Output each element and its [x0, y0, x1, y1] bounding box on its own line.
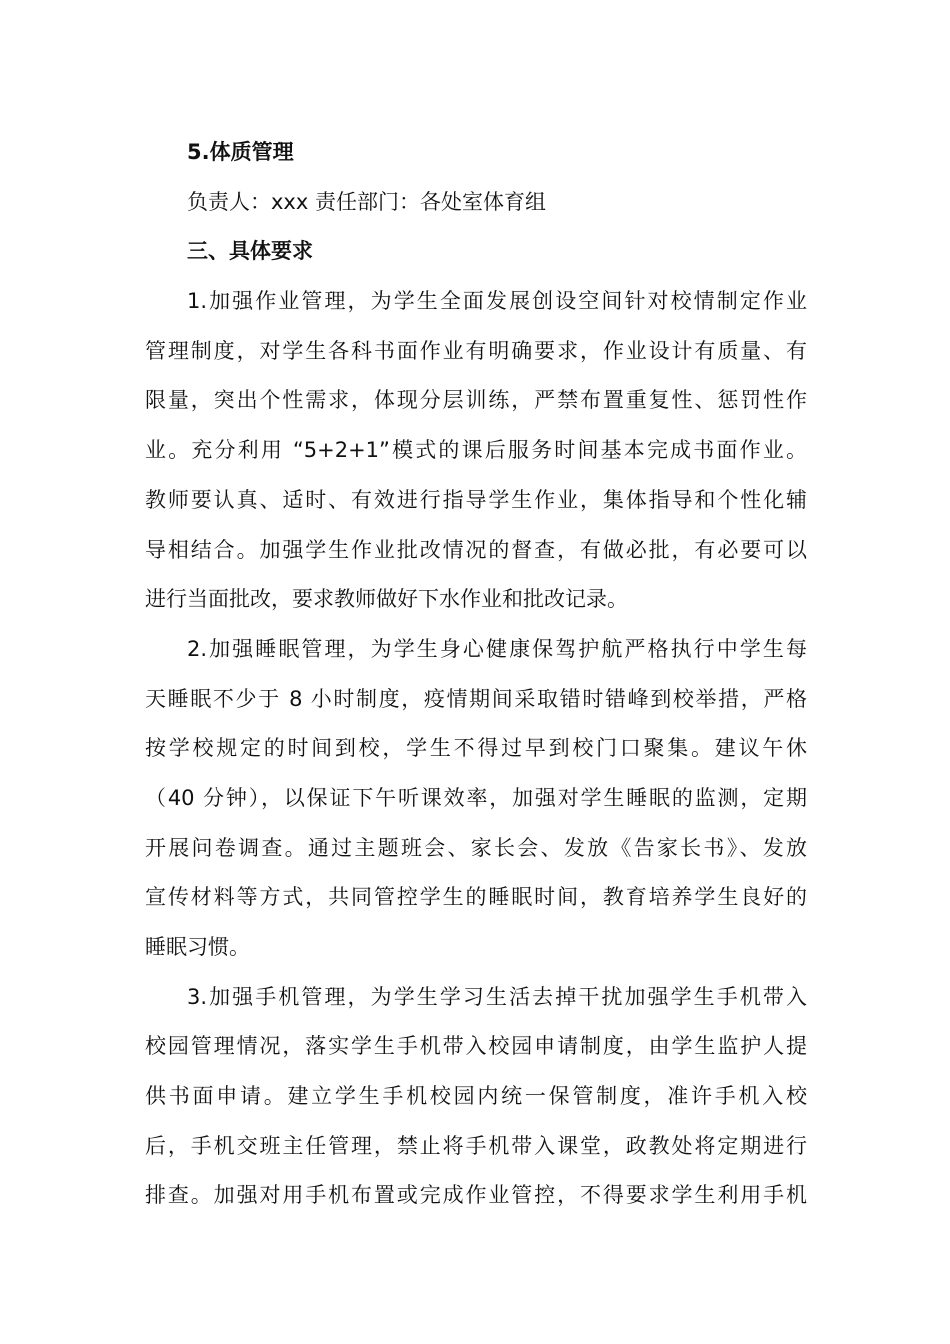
paragraph-line: 天睡眠不少于 8 小时制度，疫情期间采取错时错峰到校举措，严格	[145, 686, 807, 711]
paragraph-homework	[145, 277, 807, 625]
paragraph-line: 校园管理情况，落实学生手机带入校园申请制度，由学生监护人提	[145, 1034, 807, 1059]
paragraph-sleep	[145, 625, 807, 973]
paragraph-line: 限量，突出个性需求，体现分层训练，严禁布置重复性、惩罚性作	[145, 388, 807, 413]
paragraph-line: 2.加强睡眠管理，为学生身心健康保驾护航严格执行中学生每	[187, 636, 807, 661]
paragraph-line: 导相结合。加强学生作业批改情况的督查，有做必批，有必要可以	[145, 537, 807, 562]
paragraph-line: 按学校规定的时间到校，学生不得过早到校门口聚集。建议午休	[145, 736, 807, 761]
document-body	[145, 128, 807, 1221]
paragraph-line: （40 分钟），以保证下午听课效率，加强对学生睡眠的监测，定期	[145, 785, 807, 810]
paragraph-line: 后，手机交班主任管理，禁止将手机带入课堂，政教处将定期进行	[145, 1133, 807, 1158]
paragraph-line: 3.加强手机管理，为学生学习生活去掉干扰加强学生手机带入	[187, 984, 807, 1009]
paragraph-line: 睡眠习惯。	[145, 935, 250, 959]
section-heading-physique: 5.体质管理	[187, 140, 294, 164]
paragraph-line: 管理制度，对学生各科书面作业有明确要求，作业设计有质量、有	[145, 338, 807, 363]
responsible-line: 负责人：xxx 责任部门：各处室体育组	[187, 189, 546, 214]
paragraph-line: 供书面申请。建立学生手机校园内统一保管制度，准许手机入校	[145, 1084, 807, 1109]
paragraph-line: 教师要认真、适时、有效进行指导学生作业，集体指导和个性化辅	[145, 487, 807, 512]
paragraph-line: 进行当面批改，要求教师做好下水作业和批改记录。	[145, 587, 628, 612]
paragraph-line: 宣传材料等方式，共同管控学生的睡眠时间，教育培养学生良好的	[145, 885, 807, 910]
paragraph-line: 业。充分利用 “5+2+1”模式的课后服务时间基本完成书面作业。	[145, 438, 807, 463]
section-heading-requirements: 三、具体要求	[187, 239, 313, 264]
paragraph-line: 开展问卷调查。通过主题班会、家长会、发放《告家长书》、发放	[145, 835, 807, 860]
paragraph-line: 排查。加强对用手机布置或完成作业管控，不得要求学生利用手机	[145, 1183, 807, 1208]
paragraph-phone	[145, 973, 807, 1221]
paragraph-line: 1.加强作业管理，为学生全面发展创设空间针对校情制定作业	[187, 289, 807, 314]
